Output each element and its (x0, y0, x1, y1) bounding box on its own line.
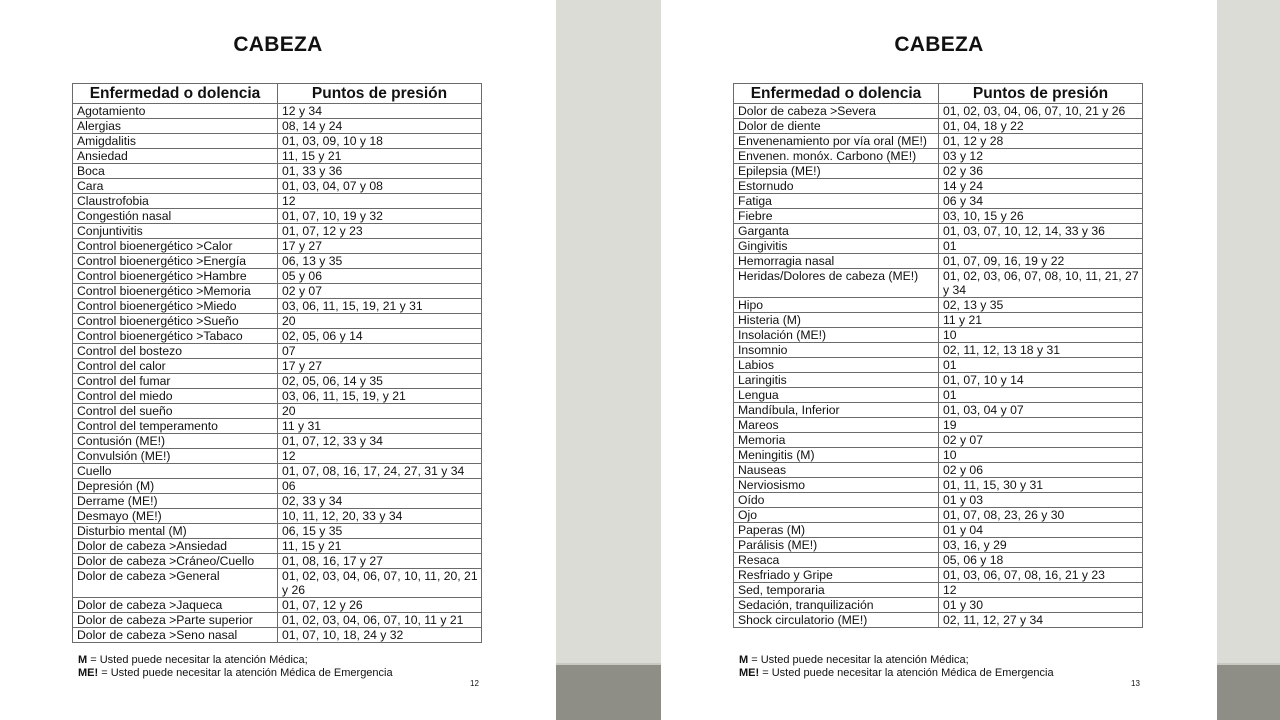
ailment-cell: Dolor de diente (734, 119, 939, 134)
legend-me-key: ME! (78, 667, 99, 679)
table-row (734, 493, 1143, 508)
ailment-cell: Control del bostezo (73, 344, 278, 359)
pressure-points-cell: 11, 15 y 21 (278, 539, 482, 554)
pressure-points-cell: 01, 07, 10 y 14 (939, 373, 1143, 388)
legend-m (739, 654, 1054, 667)
pressure-points-cell: 17 y 27 (278, 239, 482, 254)
pressure-points-cell: 10, 11, 12, 20, 33 y 34 (278, 509, 482, 524)
pressure-points-cell: 01 (939, 388, 1143, 403)
pressure-points-cell: 03, 10, 15 y 26 (939, 209, 1143, 224)
ailment-cell: Oído (734, 493, 939, 508)
pressure-points-cell: 12 (939, 583, 1143, 598)
pressure-points-cell: 03, 06, 11, 15, 19, y 21 (278, 389, 482, 404)
ailment-cell: Disturbio mental (M) (73, 524, 278, 539)
pressure-points-cell: 11 y 31 (278, 419, 482, 434)
table-row (73, 479, 482, 494)
pressure-points-cell: 06, 15 y 35 (278, 524, 482, 539)
table-row (73, 344, 482, 359)
ailment-cell: Control bioenergético >Calor (73, 239, 278, 254)
ailment-cell: Dolor de cabeza >Severa (734, 104, 939, 119)
table-row (73, 254, 482, 269)
ailment-cell: Dolor de cabeza >Ansiedad (73, 539, 278, 554)
table-row (734, 149, 1143, 164)
table-row (734, 433, 1143, 448)
pressure-points-cell: 01, 03, 07, 10, 12, 14, 33 y 36 (939, 224, 1143, 239)
table-row (73, 494, 482, 509)
table-row (73, 404, 482, 419)
pressure-points-cell: 03, 06, 11, 15, 19, 21 y 31 (278, 299, 482, 314)
pressure-points-cell: 01, 03, 04, 07 y 08 (278, 179, 482, 194)
ailment-cell: Epilepsia (ME!) (734, 164, 939, 179)
ailment-cell: Fatiga (734, 194, 939, 209)
pressure-points-cell: 20 (278, 314, 482, 329)
table-row (73, 539, 482, 554)
pressure-points-cell: 08, 14 y 24 (278, 119, 482, 134)
pressure-points-cell: 02, 13 y 35 (939, 298, 1143, 313)
pressure-points-cell: 01 y 30 (939, 598, 1143, 613)
pressure-points-cell: 03, 16, y 29 (939, 538, 1143, 553)
pressure-points-cell: 01 (939, 358, 1143, 373)
ailment-cell: Cuello (73, 464, 278, 479)
pressure-points-cell: 07 (278, 344, 482, 359)
table-row (73, 419, 482, 434)
table-row (734, 463, 1143, 478)
pressure-points-cell: 06 (278, 479, 482, 494)
table-row (73, 269, 482, 284)
ailment-cell: Nerviosismo (734, 478, 939, 493)
table-row (734, 328, 1143, 343)
page-gap-middle (556, 0, 661, 720)
table-row (734, 598, 1143, 613)
pressure-points-cell: 01, 12 y 28 (939, 134, 1143, 149)
table-header-row (73, 84, 482, 104)
pressure-points-cell: 01, 11, 15, 30 y 31 (939, 478, 1143, 493)
pressure-points-cell: 01, 07, 10, 18, 24 y 32 (278, 628, 482, 643)
ailment-cell: Shock circulatorio (ME!) (734, 613, 939, 628)
pressure-points-cell: 10 (939, 448, 1143, 463)
legend-me-key: ME! (739, 667, 760, 679)
ailment-cell: Control bioenergético >Hambre (73, 269, 278, 284)
ailment-cell: Ojo (734, 508, 939, 523)
ailment-cell: Sed, temporaria (734, 583, 939, 598)
pressure-points-cell: 01, 07, 08, 23, 26 y 30 (939, 508, 1143, 523)
table-row (734, 373, 1143, 388)
column-header-ailment: Enfermedad o dolencia (73, 84, 278, 104)
pressure-points-cell: 06, 13 y 35 (278, 254, 482, 269)
table-row (73, 119, 482, 134)
ailment-cell: Control bioenergético >Memoria (73, 284, 278, 299)
pressure-points-cell: 20 (278, 404, 482, 419)
ailment-cell: Garganta (734, 224, 939, 239)
table-row (73, 554, 482, 569)
pressure-points-cell: 02, 05, 06, 14 y 35 (278, 374, 482, 389)
ailment-cell: Convulsión (ME!) (73, 449, 278, 464)
table-row (73, 359, 482, 374)
page-title: CABEZA (233, 33, 323, 56)
ailment-cell: Boca (73, 164, 278, 179)
ailment-cell: Sedación, tranquilización (734, 598, 939, 613)
ailment-cell: Lengua (734, 388, 939, 403)
table-row (73, 569, 482, 598)
ailment-cell: Labios (734, 358, 939, 373)
legend-m-text: = Usted puede necesitar la atención Médica; (751, 654, 969, 666)
pressure-points-cell: 01 (939, 239, 1143, 254)
pressure-points-cell: 01, 02, 03, 04, 06, 07, 10, 21 y 26 (939, 104, 1143, 119)
ailment-cell: Mareos (734, 418, 939, 433)
page-number: 13 (1131, 679, 1140, 688)
table-row (734, 104, 1143, 119)
ailment-cell: Paperas (M) (734, 523, 939, 538)
column-header-points: Puntos de presión (278, 84, 482, 104)
ailment-cell: Desmayo (ME!) (73, 509, 278, 524)
table-row (734, 538, 1143, 553)
table-row (734, 224, 1143, 239)
ailment-cell: Contusión (ME!) (73, 434, 278, 449)
ailment-cell: Fiebre (734, 209, 939, 224)
ailment-cell: Control del sueño (73, 404, 278, 419)
table-row (73, 524, 482, 539)
pressure-points-cell: 02 y 06 (939, 463, 1143, 478)
ailment-cell: Mandíbula, Inferior (734, 403, 939, 418)
pressure-points-cell: 01, 07, 12, 33 y 34 (278, 434, 482, 449)
table-row (734, 553, 1143, 568)
table-header-row (734, 84, 1143, 104)
pressure-points-cell: 11 y 21 (939, 313, 1143, 328)
pressure-points-cell: 01, 03, 04 y 07 (939, 403, 1143, 418)
pressure-points-cell: 12 y 34 (278, 104, 482, 119)
table-row (73, 134, 482, 149)
table-row (734, 613, 1143, 628)
table-row (734, 523, 1143, 538)
ailment-cell: Cara (73, 179, 278, 194)
pressure-points-cell: 11, 15 y 21 (278, 149, 482, 164)
pressure-points-cell: 05 y 06 (278, 269, 482, 284)
ailment-cell: Memoria (734, 433, 939, 448)
legend (739, 654, 1054, 680)
ailment-cell: Dolor de cabeza >Parte superior (73, 613, 278, 628)
table-row (734, 298, 1143, 313)
table-row (73, 434, 482, 449)
ailment-cell: Control bioenergético >Sueño (73, 314, 278, 329)
table-row (734, 313, 1143, 328)
ailments-table (733, 83, 1143, 628)
pressure-points-cell: 01, 07, 08, 16, 17, 24, 27, 31 y 34 (278, 464, 482, 479)
table-row (73, 374, 482, 389)
legend-m (78, 654, 393, 667)
table-row (734, 164, 1143, 179)
right-page (661, 0, 1217, 720)
pressure-points-cell: 01, 07, 12 y 23 (278, 224, 482, 239)
pressure-points-cell: 06 y 34 (939, 194, 1143, 209)
table-row (734, 358, 1143, 373)
pressure-points-cell: 01, 03, 09, 10 y 18 (278, 134, 482, 149)
table-row (734, 568, 1143, 583)
table-body (734, 104, 1143, 628)
ailment-cell: Hemorragia nasal (734, 254, 939, 269)
pressure-points-cell: 01 y 04 (939, 523, 1143, 538)
ailment-cell: Control bioenergético >Energía (73, 254, 278, 269)
legend-m-key: M (739, 654, 749, 666)
pressure-points-cell: 19 (939, 418, 1143, 433)
table-row (734, 418, 1143, 433)
ailment-cell: Envenenamiento por vía oral (ME!) (734, 134, 939, 149)
pressure-points-cell: 01, 02, 03, 06, 07, 08, 10, 11, 21, 27 y 34 (939, 269, 1143, 298)
legend-me (78, 667, 393, 680)
ailment-cell: Congestión nasal (73, 209, 278, 224)
ailment-cell: Meningitis (M) (734, 448, 939, 463)
pressure-points-cell: 01, 02, 03, 04, 06, 07, 10, 11, 20, 21 y 26 (278, 569, 482, 598)
ailment-cell: Hipo (734, 298, 939, 313)
page-number: 12 (470, 679, 479, 688)
table-row (734, 179, 1143, 194)
pressure-points-cell: 01, 03, 06, 07, 08, 16, 21 y 23 (939, 568, 1143, 583)
pressure-points-cell: 02 y 36 (939, 164, 1143, 179)
table-row (73, 389, 482, 404)
pressure-points-cell: 02, 33 y 34 (278, 494, 482, 509)
pressure-points-cell: 17 y 27 (278, 359, 482, 374)
ailment-cell: Control del fumar (73, 374, 278, 389)
table-row (734, 134, 1143, 149)
table-row (73, 194, 482, 209)
pressure-points-cell: 01, 07, 10, 19 y 32 (278, 209, 482, 224)
ailment-cell: Parálisis (ME!) (734, 538, 939, 553)
table-row (73, 164, 482, 179)
left-page (0, 0, 556, 720)
ailment-cell: Heridas/Dolores de cabeza (ME!) (734, 269, 939, 298)
pressure-points-cell: 10 (939, 328, 1143, 343)
pressure-points-cell: 02, 11, 12, 13 18 y 31 (939, 343, 1143, 358)
table-row (73, 613, 482, 628)
legend-me-text: = Usted puede necesitar la atención Médica de Emergencia (762, 667, 1054, 679)
table-row (73, 224, 482, 239)
table-row (73, 449, 482, 464)
legend (78, 654, 393, 680)
legend-m-text: = Usted puede necesitar la atención Médica; (90, 654, 308, 666)
pressure-points-cell: 03 y 12 (939, 149, 1143, 164)
table-row (73, 104, 482, 119)
table-row (73, 239, 482, 254)
table-row (73, 149, 482, 164)
column-header-points: Puntos de presión (939, 84, 1143, 104)
ailment-cell: Conjuntivitis (73, 224, 278, 239)
table-row (73, 628, 482, 643)
table-row (734, 583, 1143, 598)
table-row (73, 598, 482, 613)
pressure-points-cell: 02, 05, 06 y 14 (278, 329, 482, 344)
gap-bottom-band (556, 665, 661, 720)
legend-m-key: M (78, 654, 88, 666)
table-row (734, 343, 1143, 358)
table-row (73, 179, 482, 194)
ailment-cell: Dolor de cabeza >General (73, 569, 278, 598)
ailment-cell: Histeria (M) (734, 313, 939, 328)
pressure-points-cell: 12 (278, 449, 482, 464)
ailment-cell: Derrame (ME!) (73, 494, 278, 509)
ailment-cell: Control del calor (73, 359, 278, 374)
table-row (73, 284, 482, 299)
pressure-points-cell: 01, 08, 16, 17 y 27 (278, 554, 482, 569)
pressure-points-cell: 12 (278, 194, 482, 209)
ailment-cell: Control del temperamento (73, 419, 278, 434)
page-gap-right (1217, 0, 1280, 720)
table-row (73, 509, 482, 524)
pressure-points-cell: 02, 11, 12, 27 y 34 (939, 613, 1143, 628)
table-row (734, 388, 1143, 403)
table-row (73, 209, 482, 224)
table-row (734, 478, 1143, 493)
pressure-points-cell: 01, 33 y 36 (278, 164, 482, 179)
pressure-points-cell: 05, 06 y 18 (939, 553, 1143, 568)
ailment-cell: Dolor de cabeza >Seno nasal (73, 628, 278, 643)
table-row (734, 209, 1143, 224)
legend-me (739, 667, 1054, 680)
ailment-cell: Estornudo (734, 179, 939, 194)
page-title: CABEZA (894, 33, 984, 56)
gap-bottom-band (1217, 665, 1280, 720)
ailment-cell: Nauseas (734, 463, 939, 478)
pressure-points-cell: 14 y 24 (939, 179, 1143, 194)
ailment-cell: Alergias (73, 119, 278, 134)
ailment-cell: Envenen. monóx. Carbono (ME!) (734, 149, 939, 164)
ailment-cell: Control del miedo (73, 389, 278, 404)
table-row (734, 194, 1143, 209)
table-row (734, 254, 1143, 269)
pressure-points-cell: 01 y 03 (939, 493, 1143, 508)
table-body (73, 104, 482, 643)
pressure-points-cell: 01, 02, 03, 04, 06, 07, 10, 11 y 21 (278, 613, 482, 628)
ailment-cell: Laringitis (734, 373, 939, 388)
table-row (734, 239, 1143, 254)
table-row (73, 464, 482, 479)
table-row (734, 269, 1143, 298)
column-header-ailment: Enfermedad o dolencia (734, 84, 939, 104)
ailment-cell: Insomnio (734, 343, 939, 358)
ailment-cell: Control bioenergético >Miedo (73, 299, 278, 314)
ailment-cell: Depresión (M) (73, 479, 278, 494)
table-row (73, 329, 482, 344)
ailments-table (72, 83, 482, 643)
ailment-cell: Control bioenergético >Tabaco (73, 329, 278, 344)
ailment-cell: Insolación (ME!) (734, 328, 939, 343)
pressure-points-cell: 02 y 07 (278, 284, 482, 299)
ailment-cell: Gingivitis (734, 239, 939, 254)
ailment-cell: Ansiedad (73, 149, 278, 164)
ailment-cell: Resaca (734, 553, 939, 568)
pressure-points-cell: 01, 04, 18 y 22 (939, 119, 1143, 134)
table-row (73, 314, 482, 329)
ailment-cell: Agotamiento (73, 104, 278, 119)
ailment-cell: Resfriado y Gripe (734, 568, 939, 583)
table-row (734, 448, 1143, 463)
table-row (73, 299, 482, 314)
ailment-cell: Amigdalitis (73, 134, 278, 149)
table-row (734, 403, 1143, 418)
ailment-cell: Dolor de cabeza >Jaqueca (73, 598, 278, 613)
table-row (734, 508, 1143, 523)
ailment-cell: Claustrofobia (73, 194, 278, 209)
pressure-points-cell: 02 y 07 (939, 433, 1143, 448)
table-row (734, 119, 1143, 134)
pressure-points-cell: 01, 07, 12 y 26 (278, 598, 482, 613)
ailment-cell: Dolor de cabeza >Cráneo/Cuello (73, 554, 278, 569)
legend-me-text: = Usted puede necesitar la atención Médica de Emergencia (101, 667, 393, 679)
pressure-points-cell: 01, 07, 09, 16, 19 y 22 (939, 254, 1143, 269)
